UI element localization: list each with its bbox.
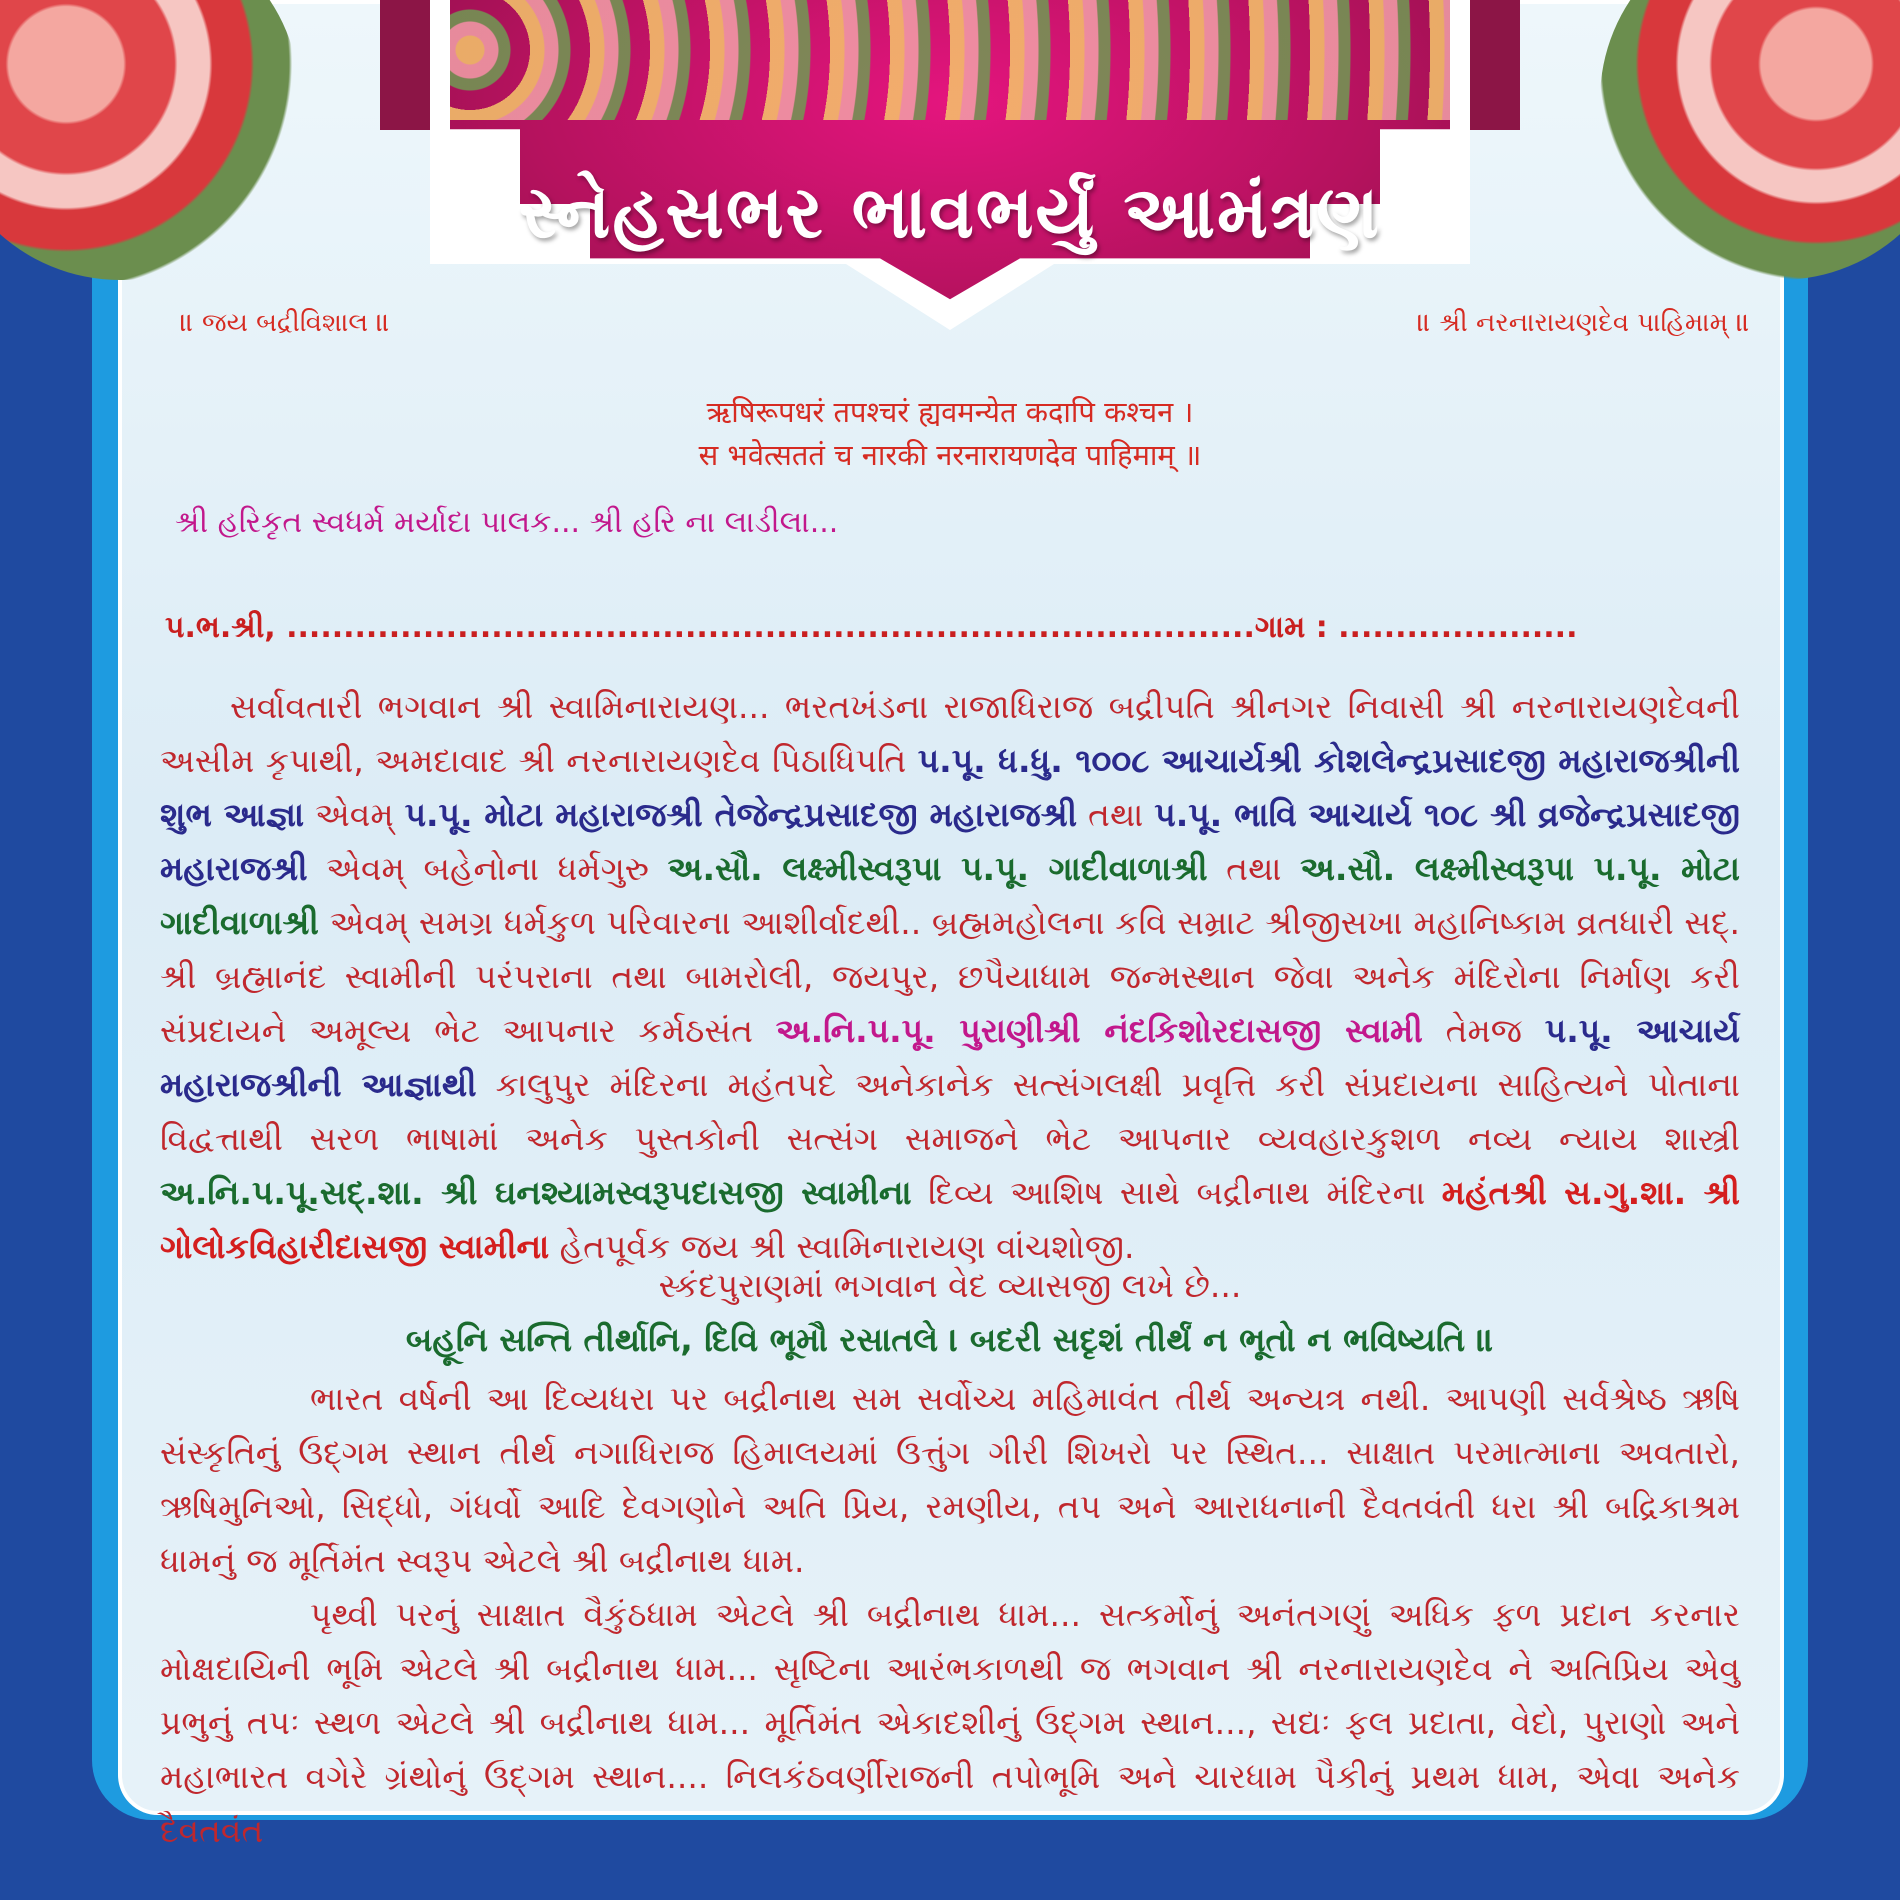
- p1-text-o: કાલુપુર મંદિરના મહંતપદે અનેકાનેક સત્સંગલક્ષી પ્રવૃત્તિ કરી સંપ્રદાયના સાહિત્યને પોતાના વિદ્વત્તાથી સરળ ભાષામાં અનેક પુસ્તકોની સત્સંગ સમાજને ભેટ આપનાર વ્યવહારકુશળ નવ્ય ન્યાય શાસ્ત્રી: [160, 1065, 1740, 1158]
- p1-ghanshyam: અ.નિ.પ.પૂ.સદ્.શા. શ્રી ઘનશ્યામસ્વરૂપદાસજી સ્વામીના: [160, 1173, 912, 1212]
- p1-purani: અ.નિ.પ.પૂ. પુરાણીશ્રી નંદકિશોરદાસજી સ્વામી: [775, 1011, 1423, 1050]
- p1-text-q: દિવ્ય આશિષ સાથે બદ્રીનાથ મંદિરના: [911, 1173, 1442, 1212]
- paragraph-2: [160, 1372, 1740, 1588]
- p1-gadiwala: અ.સૌ. લક્ષ્મીસ્વરૂપા પ.પૂ. ગાદીવાળાશ્રી: [667, 849, 1208, 888]
- p1-text-m: તેમજ: [1422, 1011, 1545, 1050]
- address-line: પ.ભ.શ્રી, .....................................................................................ગામ : .....................: [165, 610, 1578, 645]
- p1-text-s: હેતપૂર્વક જય શ્રી સ્વામિનારાયણ વાંચશોજી.: [549, 1227, 1135, 1266]
- p3-text: પૃથ્વી પરનું સાક્ષાત વૈકુંઠધામ એટલે શ્રી બદ્રીનાથ ધામ... સત્કર્મોનું અનંતગણું અધિક ફળ પ્રદાન કરનાર મોક્ષદાયિની ભૂમિ એટલે શ્રી બદ્રીનાથ ધામ... સૃષ્ટિના આરંભકાળથી જ ભગવાન શ્રી નરનારાયણદેવ ને અતિપ્રિય એવુ પ્રભુનું તપઃ સ્થળ એટલે શ્રી બદ્રીનાથ ધામ... મૂર્તિમંત એકાદશીનું ઉદ્ગમ સ્થાન..., સદ્યઃ ફલ પ્રદાતા, વેદો, પુરાણો અને મહાભારત વગેરે ગ્રંથોનું ઉદ્ગમ સ્થાન.... નિલકંઠવર્ણીરાજની તપોભૂમિ અને ચારધામ પૈકીનું પ્રથમ ધામ, એવા અનેક દૈવતવંત: [160, 1595, 1740, 1850]
- p1-text-k: એવમ્ સમગ્ર ધર્મકુળ પરિવારના આશીર્વાદથી.. બ્રહ્મમહોલના કવિ સમ્રાટ શ્રીજીસખા મહાનિષ્કામ વ્રતધારી સદ્. શ્રી બ્રહ્માનંદ સ્વામીની પરંપરાના તથા બામરોલી, જયપુર, છપૈયાધામ જન્મસ્થાન જેવા અનેક મંદિરોના નિર્માણ કરી સંપ્રદાયને અમૂલ્ય ભેટ આપનાર કર્મઠસંત: [160, 903, 1740, 1050]
- banner-flowers: [450, 0, 1450, 120]
- skanda-intro: સ્કંદપુરાણમાં ભગવાન વેદ વ્યાસજી લખે છે...: [658, 1266, 1242, 1305]
- p1-text-e: તથા: [1077, 795, 1155, 834]
- p2-text: ભારત વર્ષની આ દિવ્યધરા પર બદ્રીનાથ સમ સર્વોચ્ચ મહિમાવંત તીર્થ અન્યત્ર નથી. આપણી સર્વશ્રેષ્ઠ ઋષિ સંસ્કૃતિનું ઉદ્ગમ સ્થાન તીર્થ નગાધિરાજ હિમાલયમાં ઉત્તુંગ ગીરી શિખરો પર સ્થિત... સાક્ષાત પરમાત્માના અવતારો, ઋષિમુનિઓ, સિદ્ધો, ગંધર્વો આદિ દેવગણોને અતિ પ્રિય, રમણીય, તપ અને આરાધનાની દૈવતવંતી ધરા શ્રી બદ્રિકાશ્રમ ધામનું જ મૂર્તિમંત સ્વરૂપ એટલે શ્રી બદ્રીનાથ ધામ.: [160, 1379, 1740, 1580]
- invitation-title: સ્નેહસભર ભાવભર્યું આમંત્રણ: [519, 170, 1381, 254]
- p1-text-g: એવમ્ બહેનોના ધર્મગુરુ: [307, 849, 668, 888]
- paragraph-1: [160, 680, 1740, 1274]
- shloka-line-1: ऋषिरूपधरं तपश्चरं ह्यवमन्येत कदापि कश्चन ।: [706, 395, 1194, 429]
- p1-agna: પ.પૂ. આચાર્ય મહારાજશ્રીની આજ્ઞાથી: [160, 1011, 1740, 1104]
- p1-text-c: એવમ્: [304, 795, 405, 834]
- p1-mota-gadiwala: અ.સૌ. લક્ષ્મીસ્વરૂપા પ.પૂ. મોટા ગાદીવાળાશ્રી: [160, 849, 1740, 942]
- shloka-line-2: स भवेत्सततं च नारकी नरनारायणदेव पाहिमाम् ॥: [698, 438, 1202, 472]
- skanda-shloka: બહૂનિ સન્તિ તીર્થાનિ, દિવિ ભૂમૌ રસાતલે । બદરી સદૃશં તીર્થં ન ભૂતો ન ભવિષ્યતિ ॥: [405, 1320, 1495, 1359]
- header-right: ॥ શ્રી નરનારાયણદેવ પાહિમામ્ ॥: [1417, 308, 1750, 338]
- paragraph-3: [160, 1588, 1740, 1858]
- p1-bhavi-acharya: પ.પૂ. ભાવિ આચાર્ય ૧૦૮ શ્રી વ્રજેન્દ્રપ્રસાદજી મહારાજશ્રી: [160, 795, 1740, 888]
- header-left: ॥ જય બદ્રીવિશાલ ॥: [180, 308, 390, 338]
- p1-text-a: સર્વાવતારી ભગવાન શ્રી સ્વામિનારાયણ... ભરતખંડના રાજાધિરાજ બદ્રીપતિ શ્રીનગર નિવાસી શ્રી નરનારાયણદેવની અસીમ કૃપાથી, અમદાવાદ શ્રી નરનારાયણદેવ પિઠાધિપતિ: [160, 687, 1740, 780]
- p1-text-i: તથા: [1207, 849, 1301, 888]
- p1-mota-maharaj: પ.પૂ. મોટા મહારાજશ્રી તેજેન્દ્રપ્રસાદજી મહારાજશ્રી: [404, 795, 1078, 834]
- p1-acharya: પ.પૂ. ધ.ધુ. ૧૦૦૮ આચાર્યશ્રી કોશલેન્દ્રપ્રસાદજી મહારાજશ્રીની શુભ આજ્ઞા: [160, 741, 1740, 834]
- tagline: શ્રી હરિકૃત સ્વધર્મ મર્યાદા પાલક... શ્રી હરિ ના લાડીલા...: [175, 505, 839, 540]
- p1-mahant: મહંતશ્રી સ.ગુ.શા. શ્રી ગોલોકવિહારીદાસજી સ્વામીના: [160, 1173, 1740, 1266]
